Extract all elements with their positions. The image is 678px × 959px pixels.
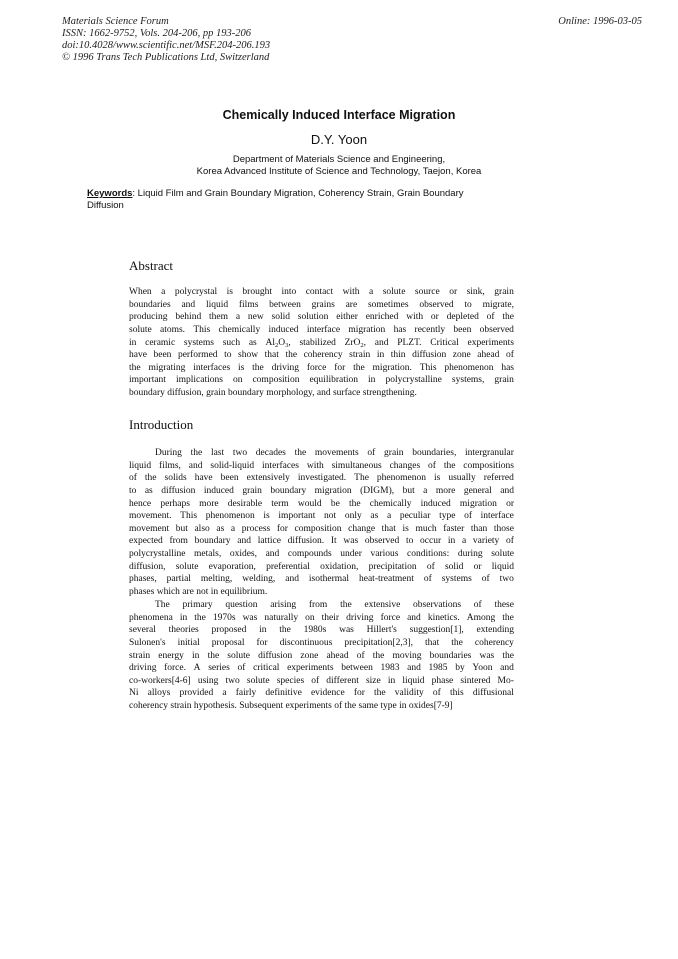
text-line: co-workers[4-6] using two solute species of different size in liquid phase sintered Mo- [129, 675, 514, 686]
text-line: expected from boundary and lattice diffusion. It was observed to occur in a variety of [129, 536, 514, 547]
text-line: coherency strain hypothesis. Subsequent experiments of the same type in oxides[7-9] [129, 701, 453, 712]
text-line: strain energy in the solute diffusion zone ahead of the moving boundaries was the [129, 650, 514, 661]
journal-doi: doi:10.4028/www.scientific.net/MSF.204-206.193 [62, 40, 271, 51]
introduction-paragraph-1 [129, 447, 514, 599]
abstract-heading: Abstract [129, 258, 174, 273]
text-line: have been performed to show that the coherency strain in thin diffusion zone ahead of [129, 350, 514, 361]
journal-copyright: © 1996 Trans Tech Publications Ltd, Switzerland [62, 52, 270, 63]
keywords-line [87, 188, 546, 200]
text-line: several theories proposed in the 1980s was Hillert's suggestion[1], extending [129, 625, 514, 636]
paper-author: D.Y. Yoon [310, 132, 368, 147]
keywords-text-continued: Diffusion [87, 200, 124, 211]
text-line: movement. This phenomenon is important not only as a peculiar type of interface [129, 511, 514, 522]
text-line: important implications on composition equilibration in polycrystalline systems, grain [129, 375, 514, 386]
journal-issn: ISSN: 1662-9752, Vols. 204-206, pp 193-206 [62, 28, 251, 39]
abstract-paragraph [129, 286, 514, 400]
paper-title: Chemically Induced Interface Migration [222, 108, 456, 122]
text-line: hence perhaps more desirable term would be the chemically induced migration or [129, 498, 514, 509]
text-line: movement but also as a process for composition change that is much faster than those [129, 523, 514, 534]
affiliation [0, 154, 678, 178]
text-line: Sulonen's initial proposal for discontinuous precipitation[2,3], that the coherency [129, 637, 514, 648]
introduction-paragraph-2 [129, 599, 514, 713]
text-line: producing behind them a new solid solution either enriched with or depleted of the [129, 312, 514, 323]
text-line: phases which are not in equilibrium. [129, 587, 268, 598]
text-line: driving force. A series of critical experiments between 1983 and 1985 by Yoon and [129, 663, 514, 674]
text-line: liquid films, and solid-liquid interfaces with simultaneous changes of the compositions [129, 460, 514, 471]
text-line: The primary question arising from the extensive observations of these [155, 600, 514, 610]
keywords-text: : Liquid Film and Grain Boundary Migration, Coherency Strain, Grain Boundary [132, 188, 464, 199]
text-line: phases, partial melting, welding, and isothermal heat-treatment of systems of two [129, 574, 514, 585]
text-line: solute atoms. This chemically induced interface migration has recently been observed [129, 324, 514, 335]
affiliation-line: Department of Materials Science and Engineering, [232, 154, 446, 165]
journal-name: Materials Science Forum [62, 16, 169, 27]
text-line: phenomena in the 1970s was naturally on their driving force and kinetics. Among the [129, 612, 514, 623]
text-line: When a polycrystal is brought into contact with a solute source or sink, grain [129, 287, 514, 297]
text-line: During the last two decades the movements of grain boundaries, intergranular [155, 448, 514, 458]
text-line: polycrystalline metals, oxides, and compounds under various conditions: during solute [129, 549, 514, 560]
keywords [87, 188, 546, 212]
introduction-heading: Introduction [129, 417, 194, 432]
text-line: in ceramic systems such as $Al_2O_3$, stabilized ZrO$_2$, and PLZT. Critical experiments [129, 337, 514, 349]
text-line: to as diffusion induced grain boundary migration (DIGM), but a more general and [129, 485, 514, 496]
text-line: of the solids have been extensively investigated. The phenomenon is usually referred [129, 473, 514, 484]
keywords-label: Keywords [87, 188, 133, 199]
text-line: boundary diffusion, grain boundary morphology, and surface strengthening. [129, 388, 417, 399]
text-line: diffusion, solute evaporation, preferential oxidation, precipitation of solid or liquid [129, 561, 514, 572]
online-date: Online: 1996-03-05 [558, 16, 642, 27]
journal-info [62, 16, 270, 64]
text-line: Ni alloys provided a fairly definitive evidence for the validity of this diffusional [129, 688, 514, 699]
affiliation-line: Korea Advanced Institute of Science and Technology, Taejon, Korea [196, 166, 482, 177]
text-line: the migrating interfaces is the driving force for the migration. This phenomenon has [129, 362, 514, 373]
text-line: boundaries and liquid films between grains are sometimes observed to migrate, [129, 299, 514, 310]
